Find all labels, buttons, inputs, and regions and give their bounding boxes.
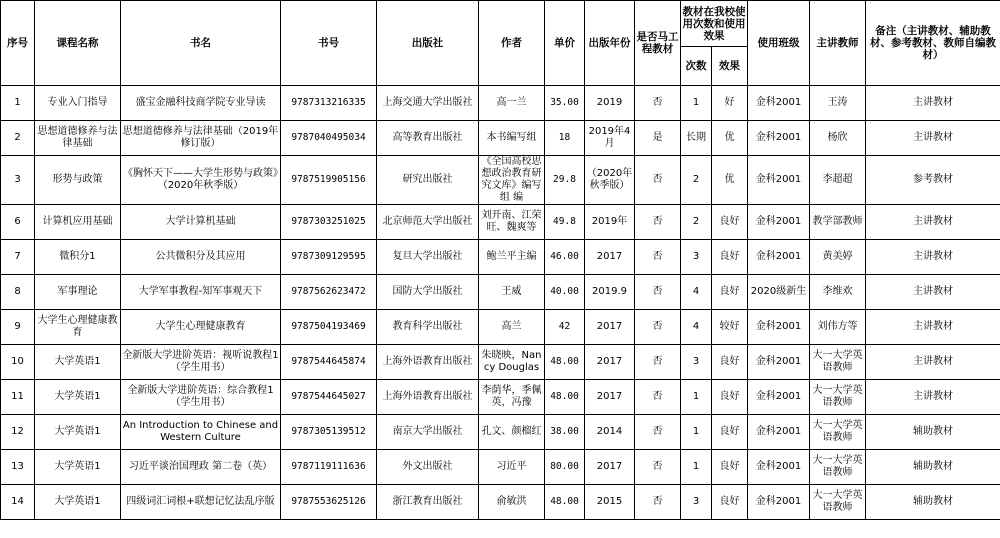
cell-class: 金科2001 [748, 121, 810, 156]
cell-class: 金科2001 [748, 310, 810, 345]
cell-times: 1 [681, 415, 712, 450]
cell-remark: 辅助教材 [866, 485, 1000, 520]
cell-marx: 否 [635, 380, 681, 415]
cell-seq: 11 [1, 380, 35, 415]
cell-author: 朱晓映，Nancy Douglas [479, 345, 545, 380]
cell-teacher: 大一大学英语教师 [810, 415, 866, 450]
cell-marx: 否 [635, 485, 681, 520]
table-row [1, 121, 1000, 156]
cell-isbn: 9787040495034 [281, 121, 377, 156]
table-row [1, 415, 1000, 450]
cell-price: 35.00 [545, 86, 585, 121]
cell-isbn: 9787553625126 [281, 485, 377, 520]
cell-effect: 良好 [712, 450, 748, 485]
header-class: 使用班级 [748, 1, 810, 86]
cell-publisher: 北京师范大学出版社 [377, 205, 479, 240]
cell-times: 4 [681, 275, 712, 310]
cell-class: 金科2001 [748, 485, 810, 520]
cell-effect: 较好 [712, 310, 748, 345]
cell-teacher: 大一大学英语教师 [810, 485, 866, 520]
cell-price: 46.00 [545, 240, 585, 275]
cell-isbn: 9787562623472 [281, 275, 377, 310]
cell-course: 计算机应用基础 [35, 205, 121, 240]
cell-isbn: 9787309129595 [281, 240, 377, 275]
cell-marx: 否 [635, 240, 681, 275]
cell-remark: 主讲教材 [866, 310, 1000, 345]
cell-remark: 主讲教材 [866, 205, 1000, 240]
cell-class: 金科2001 [748, 450, 810, 485]
cell-effect: 良好 [712, 485, 748, 520]
table-row [1, 205, 1000, 240]
cell-marx: 否 [635, 275, 681, 310]
cell-book: 盛宝金融科技商学院专业导读 [121, 86, 281, 121]
header-publisher: 出版社 [377, 1, 479, 86]
header-times: 次数 [681, 47, 712, 86]
cell-seq: 1 [1, 86, 35, 121]
table-row [1, 450, 1000, 485]
cell-book: 公共微积分及其应用 [121, 240, 281, 275]
header-teacher: 主讲教师 [810, 1, 866, 86]
cell-year: 2019年 [585, 205, 635, 240]
cell-teacher: 杨欣 [810, 121, 866, 156]
cell-seq: 9 [1, 310, 35, 345]
cell-times: 3 [681, 485, 712, 520]
cell-publisher: 研究出版社 [377, 156, 479, 205]
cell-marx: 否 [635, 205, 681, 240]
cell-price: 29.8 [545, 156, 585, 205]
cell-book: 大学生心理健康教育 [121, 310, 281, 345]
cell-class: 金科2001 [748, 156, 810, 205]
cell-effect: 良好 [712, 275, 748, 310]
cell-class: 金科2001 [748, 205, 810, 240]
cell-effect: 良好 [712, 205, 748, 240]
table-row [1, 345, 1000, 380]
table-row [1, 380, 1000, 415]
header-seq: 序号 [1, 1, 35, 86]
cell-times: 1 [681, 380, 712, 415]
cell-times: 1 [681, 450, 712, 485]
cell-price: 40.00 [545, 275, 585, 310]
cell-author: 孔文、颜榴红 [479, 415, 545, 450]
cell-year: 2015 [585, 485, 635, 520]
cell-course: 微积分1 [35, 240, 121, 275]
cell-teacher: 李超超 [810, 156, 866, 205]
cell-seq: 3 [1, 156, 35, 205]
cell-teacher: 李维欢 [810, 275, 866, 310]
cell-author: 俞敏洪 [479, 485, 545, 520]
cell-times: 1 [681, 86, 712, 121]
cell-publisher: 外文出版社 [377, 450, 479, 485]
cell-course: 大学生心理健康教育 [35, 310, 121, 345]
cell-marx: 否 [635, 86, 681, 121]
cell-seq: 12 [1, 415, 35, 450]
cell-class: 金科2001 [748, 345, 810, 380]
cell-publisher: 上海交通大学出版社 [377, 86, 479, 121]
header-author: 作者 [479, 1, 545, 86]
cell-isbn: 9787119111636 [281, 450, 377, 485]
cell-isbn: 9787313216335 [281, 86, 377, 121]
cell-isbn: 9787519905156 [281, 156, 377, 205]
table-row [1, 485, 1000, 520]
cell-year: 2017 [585, 240, 635, 275]
cell-author: 《全国高校思想政治教育研究文库》编写组 编 [479, 156, 545, 205]
cell-year: 2019.9 [585, 275, 635, 310]
cell-year: 2017 [585, 345, 635, 380]
cell-times: 2 [681, 205, 712, 240]
cell-remark: 主讲教材 [866, 86, 1000, 121]
cell-isbn: 9787544645027 [281, 380, 377, 415]
cell-remark: 辅助教材 [866, 415, 1000, 450]
cell-course: 专业入门指导 [35, 86, 121, 121]
cell-price: 18 [545, 121, 585, 156]
cell-isbn: 9787305139512 [281, 415, 377, 450]
cell-author: 李荫华，季佩英，冯豫 [479, 380, 545, 415]
cell-marx: 是 [635, 121, 681, 156]
cell-year: 2017 [585, 310, 635, 345]
cell-course: 大学英语1 [35, 415, 121, 450]
cell-book: 全新版大学进阶英语：视听说教程1（学生用书） [121, 345, 281, 380]
cell-effect: 好 [712, 86, 748, 121]
cell-publisher: 高等教育出版社 [377, 121, 479, 156]
cell-remark: 主讲教材 [866, 240, 1000, 275]
cell-marx: 否 [635, 156, 681, 205]
cell-publisher: 上海外语教育出版社 [377, 345, 479, 380]
cell-seq: 10 [1, 345, 35, 380]
cell-seq: 14 [1, 485, 35, 520]
cell-course: 形势与政策 [35, 156, 121, 205]
cell-book: 大学计算机基础 [121, 205, 281, 240]
cell-publisher: 国防大学出版社 [377, 275, 479, 310]
cell-seq: 2 [1, 121, 35, 156]
cell-marx: 否 [635, 450, 681, 485]
header-year: 出版年份 [585, 1, 635, 86]
header-price: 单价 [545, 1, 585, 86]
cell-seq: 6 [1, 205, 35, 240]
cell-isbn: 9787544645874 [281, 345, 377, 380]
cell-book: 全新版大学进阶英语：综合教程1（学生用书） [121, 380, 281, 415]
cell-times: 4 [681, 310, 712, 345]
header-usage: 教材在我校使用次数和使用效果 [681, 1, 748, 47]
cell-remark: 主讲教材 [866, 380, 1000, 415]
cell-author: 刘开南、江荣旺、魏爽等 [479, 205, 545, 240]
cell-book: 习近平谈治国理政 第二卷（英） [121, 450, 281, 485]
cell-author: 王威 [479, 275, 545, 310]
cell-teacher: 大一大学英语教师 [810, 380, 866, 415]
cell-class: 2020级新生 [748, 275, 810, 310]
header-marx: 是否马工程教材 [635, 1, 681, 86]
cell-times: 3 [681, 345, 712, 380]
cell-times: 3 [681, 240, 712, 275]
cell-author: 高一兰 [479, 86, 545, 121]
cell-publisher: 上海外语教育出版社 [377, 380, 479, 415]
cell-year: 2017 [585, 380, 635, 415]
cell-publisher: 南京大学出版社 [377, 415, 479, 450]
table-row [1, 240, 1000, 275]
cell-price: 49.8 [545, 205, 585, 240]
cell-class: 金科2001 [748, 240, 810, 275]
cell-course: 军事理论 [35, 275, 121, 310]
header-course: 课程名称 [35, 1, 121, 86]
cell-year: 2019 [585, 86, 635, 121]
cell-price: 48.00 [545, 485, 585, 520]
cell-remark: 主讲教材 [866, 121, 1000, 156]
cell-book: An Introduction to Chinese and Western Culture [121, 415, 281, 450]
table-row [1, 156, 1000, 205]
cell-class: 金科2001 [748, 86, 810, 121]
cell-course: 大学英语1 [35, 345, 121, 380]
cell-course: 大学英语1 [35, 450, 121, 485]
cell-year: 2019年4月 [585, 121, 635, 156]
cell-teacher: 教学部教师 [810, 205, 866, 240]
cell-teacher: 黄美婷 [810, 240, 866, 275]
cell-marx: 否 [635, 415, 681, 450]
table-row [1, 275, 1000, 310]
cell-remark: 辅助教材 [866, 450, 1000, 485]
cell-author: 高兰 [479, 310, 545, 345]
cell-marx: 否 [635, 310, 681, 345]
cell-book: 大学军事教程-知军事观天下 [121, 275, 281, 310]
cell-isbn: 9787504193469 [281, 310, 377, 345]
cell-seq: 8 [1, 275, 35, 310]
cell-effect: 优 [712, 156, 748, 205]
cell-seq: 7 [1, 240, 35, 275]
cell-course: 大学英语1 [35, 485, 121, 520]
cell-effect: 良好 [712, 240, 748, 275]
cell-class: 金科2001 [748, 415, 810, 450]
cell-price: 42 [545, 310, 585, 345]
header-effect: 效果 [712, 47, 748, 86]
cell-effect: 优 [712, 121, 748, 156]
header-book: 书名 [121, 1, 281, 86]
cell-year: 2014 [585, 415, 635, 450]
table-row [1, 86, 1000, 121]
cell-price: 48.00 [545, 345, 585, 380]
cell-teacher: 大一大学英语教师 [810, 345, 866, 380]
cell-author: 鲍兰平主编 [479, 240, 545, 275]
cell-year: （2020年秋季版） [585, 156, 635, 205]
cell-teacher: 刘伟方等 [810, 310, 866, 345]
cell-publisher: 教育科学出版社 [377, 310, 479, 345]
cell-isbn: 9787303251025 [281, 205, 377, 240]
cell-remark: 参考教材 [866, 156, 1000, 205]
cell-remark: 主讲教材 [866, 345, 1000, 380]
cell-author: 本书编写组 [479, 121, 545, 156]
cell-seq: 13 [1, 450, 35, 485]
cell-book: 《胸怀天下——大学生形势与政策》（2020年秋季版） [121, 156, 281, 205]
cell-publisher: 复旦大学出版社 [377, 240, 479, 275]
cell-remark: 主讲教材 [866, 275, 1000, 310]
cell-effect: 良好 [712, 380, 748, 415]
cell-marx: 否 [635, 345, 681, 380]
cell-book: 思想道德修养与法律基础（2019年修订版） [121, 121, 281, 156]
cell-teacher: 大一大学英语教师 [810, 450, 866, 485]
cell-price: 80.00 [545, 450, 585, 485]
cell-author: 习近平 [479, 450, 545, 485]
cell-effect: 良好 [712, 345, 748, 380]
cell-year: 2017 [585, 450, 635, 485]
header-remark: 备注（主讲教材、辅助教材、参考教材、教师自编教材） [866, 1, 1000, 86]
cell-class: 金科2001 [748, 380, 810, 415]
cell-teacher: 王涛 [810, 86, 866, 121]
cell-book: 四级词汇词根+联想记忆法乱序版 [121, 485, 281, 520]
table-row [1, 310, 1000, 345]
cell-price: 48.00 [545, 380, 585, 415]
cell-course: 大学英语1 [35, 380, 121, 415]
cell-price: 38.00 [545, 415, 585, 450]
header-isbn: 书号 [281, 1, 377, 86]
cell-times: 长期 [681, 121, 712, 156]
cell-effect: 良好 [712, 415, 748, 450]
cell-publisher: 浙江教育出版社 [377, 485, 479, 520]
cell-course: 思想道德修养与法律基础 [35, 121, 121, 156]
cell-times: 2 [681, 156, 712, 205]
